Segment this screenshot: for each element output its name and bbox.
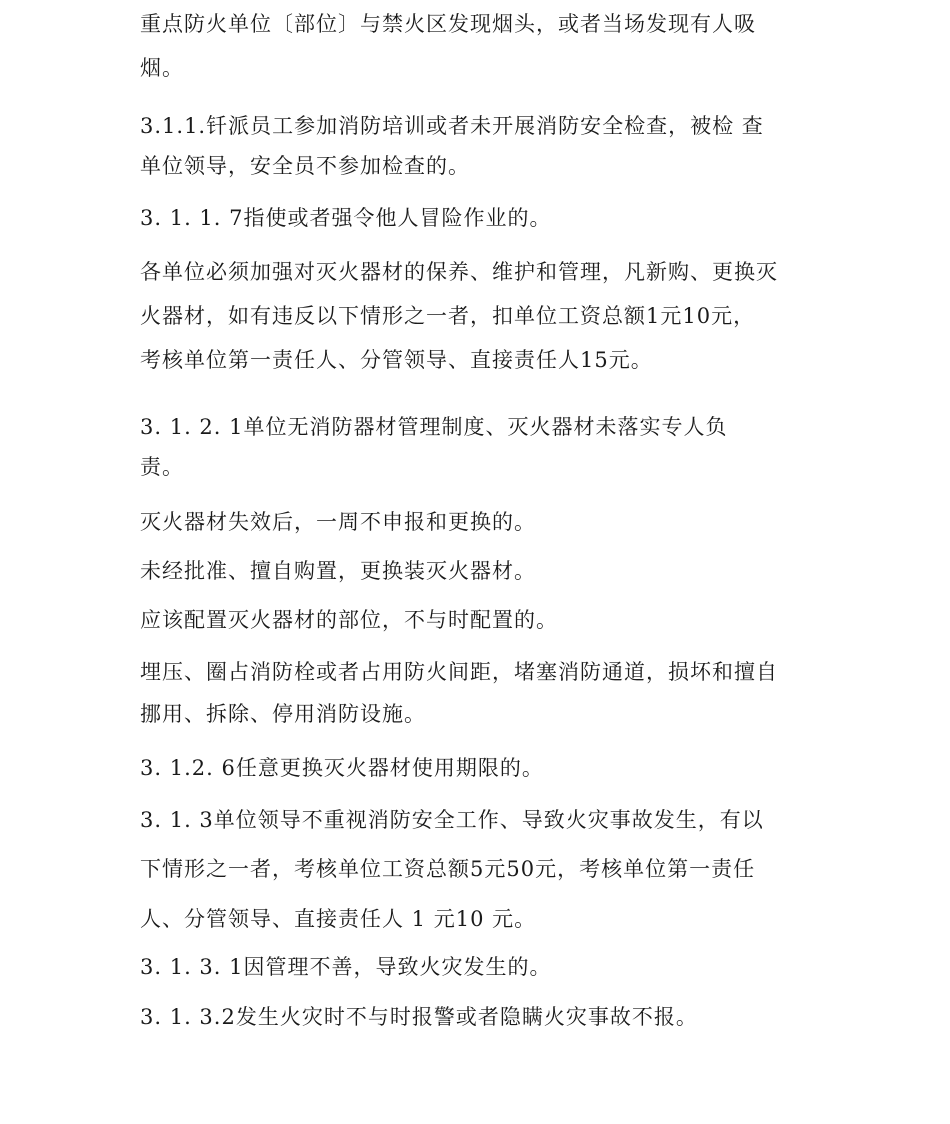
paragraph-line: 灭火器材失效后，一周不申报和更换的。 <box>140 510 536 534</box>
paragraph-line: 各单位必须加强对灭火器材的保养、维护和管理，凡新购、更换灭 <box>140 260 778 284</box>
paragraph-line: 责。 <box>140 455 184 479</box>
paragraph-line: 3.1.1.钎派员工参加消防培训或者未开展消防安全检查，被检 查 <box>140 114 764 138</box>
paragraph-line: 3. 1. 3.2发生火灾时不与时报警或者隐瞒火灾事故不报。 <box>140 1005 698 1029</box>
paragraph-line: 应该配置灭火器材的部位，不与时配置的。 <box>140 608 558 632</box>
paragraph-line: 3. 1. 3单位领导不重视消防安全工作、导致火灾事故发生，有以 <box>140 808 764 832</box>
paragraph-line: 火器材，如有违反以下情形之一者，扣单位工资总额1元10元， <box>140 304 756 328</box>
paragraph-line: 3. 1. 3. 1因管理不善，导致火灾发生的。 <box>140 955 552 979</box>
paragraph-line: 重点防火单位〔部位〕与禁火区发现烟头，或者当场发现有人吸 <box>140 12 756 36</box>
paragraph-line: 单位领导，安全员不参加检查的。 <box>140 154 470 178</box>
paragraph-line: 埋压、圈占消防栓或者占用防火间距，堵塞消防通道，损坏和擅自 <box>140 660 778 684</box>
paragraph-line: 考核单位第一责任人、分管领导、直接责任人15元。 <box>140 348 653 372</box>
paragraph-line: 3. 1. 1. 7指使或者强令他人冒险作业的。 <box>140 206 552 230</box>
paragraph-line: 挪用、拆除、停用消防设施。 <box>140 702 426 726</box>
paragraph-line: 未经批准、擅自购置，更换装灭火器材。 <box>140 559 536 583</box>
paragraph-line: 烟。 <box>140 56 184 80</box>
paragraph-line: 人、分管领导、直接责任人 1 元10 元。 <box>140 907 537 931</box>
paragraph-line: 下情形之一者，考核单位工资总额5元50元，考核单位第一责任 <box>140 857 756 881</box>
paragraph-line: 3. 1.2. 6任意更换灭火器材使用期限的。 <box>140 756 544 780</box>
paragraph-line: 3. 1. 2. 1单位无消防器材管理制度、灭火器材未落实专人负 <box>140 415 728 439</box>
